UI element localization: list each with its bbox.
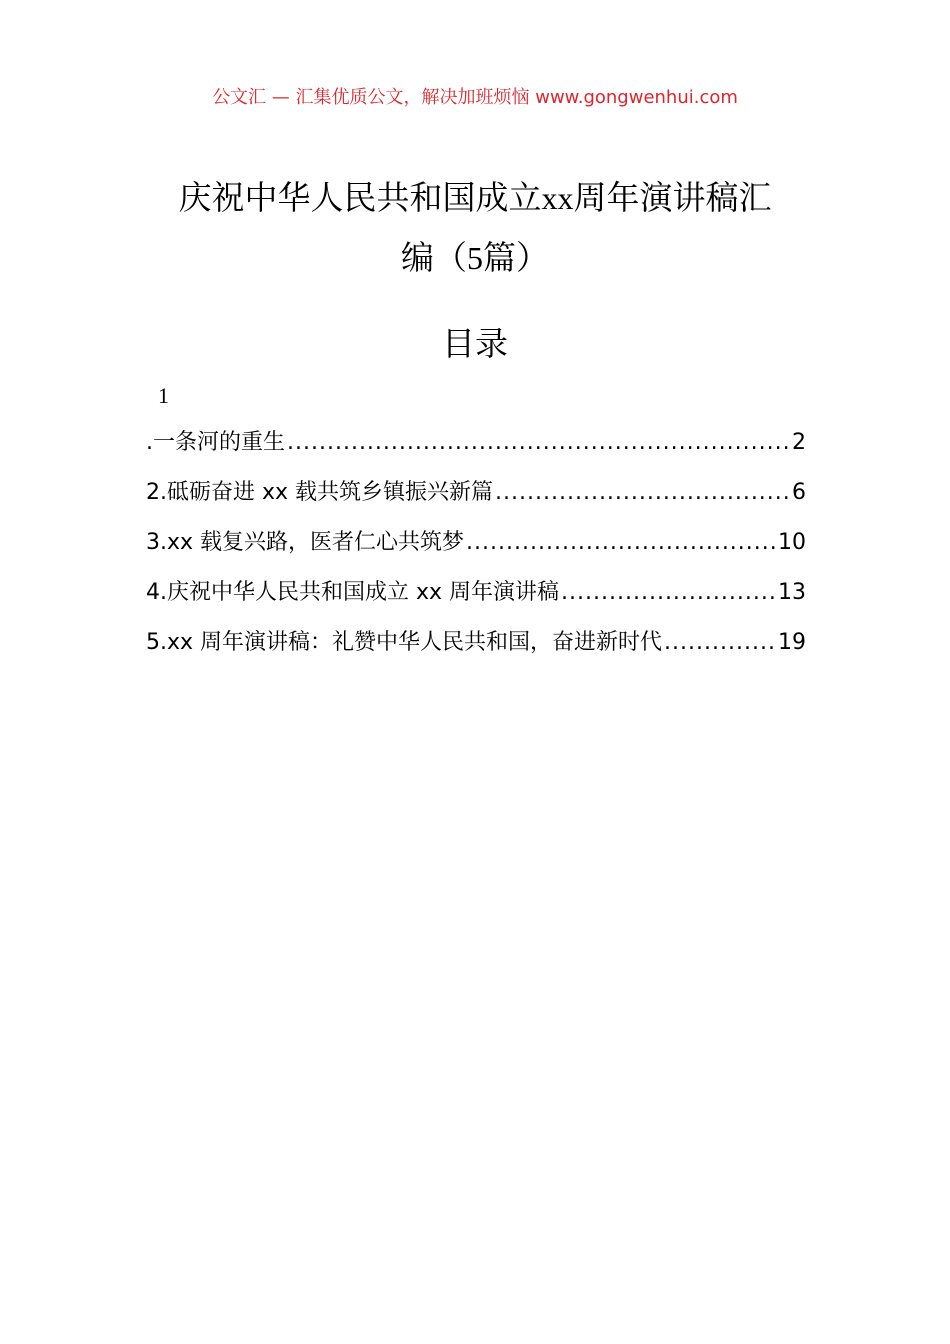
toc-item-label[interactable]: 2.砥砺奋进 xx 载共筑乡镇振兴新篇 bbox=[146, 480, 494, 505]
toc-item-page[interactable]: 10 bbox=[778, 530, 806, 555]
title-line-1-latin: xx bbox=[541, 180, 574, 216]
toc-item-label[interactable]: 4.庆祝中华人民共和国成立 xx 周年演讲稿 bbox=[146, 580, 560, 605]
toc-item-page[interactable]: 13 bbox=[778, 580, 806, 605]
toc-orphan-number: 1 bbox=[158, 383, 169, 408]
toc-item-page[interactable]: 6 bbox=[792, 480, 806, 505]
toc-heading: 目录 bbox=[442, 324, 508, 363]
toc-dot-leader bbox=[664, 624, 776, 662]
toc-item-label[interactable]: 3.xx 载复兴路，医者仁心共筑梦 bbox=[146, 530, 465, 555]
header-text[interactable]: 公文汇 — 汇集优质公文，解决加班烦恼 www.gongwenhui.com bbox=[212, 87, 738, 108]
toc-item-3[interactable] bbox=[146, 524, 806, 574]
toc-item-page[interactable]: 2 bbox=[792, 430, 806, 455]
toc-item-label[interactable]: 5.xx 周年演讲稿：礼赞中华人民共和国，奋进新时代 bbox=[146, 630, 663, 655]
title-line-1-before: 庆祝中华人民共和国成立 bbox=[178, 178, 542, 217]
toc-item-2[interactable] bbox=[146, 474, 806, 524]
toc-item-5[interactable] bbox=[146, 624, 806, 674]
document-title bbox=[120, 168, 830, 288]
title-line-2-latin: 5 bbox=[467, 240, 483, 276]
toc-dot-leader bbox=[466, 524, 776, 562]
toc-item-page[interactable]: 19 bbox=[778, 630, 806, 655]
title-line-2 bbox=[120, 228, 830, 288]
toc-item-label[interactable]: .一条河的重生 bbox=[146, 430, 285, 455]
title-line-2-before: 编（ bbox=[401, 238, 467, 277]
title-line-2-after: 篇） bbox=[483, 238, 549, 277]
toc-dot-leader bbox=[495, 474, 790, 512]
toc-item-4[interactable] bbox=[146, 574, 806, 624]
title-line-1-after: 周年演讲稿汇 bbox=[573, 178, 772, 217]
toc-dot-leader bbox=[287, 424, 790, 462]
toc-list bbox=[146, 424, 806, 674]
toc-item-1[interactable] bbox=[146, 424, 806, 474]
site-header-banner[interactable] bbox=[0, 86, 950, 110]
toc-dot-leader bbox=[561, 574, 776, 612]
title-line-1 bbox=[120, 168, 830, 228]
